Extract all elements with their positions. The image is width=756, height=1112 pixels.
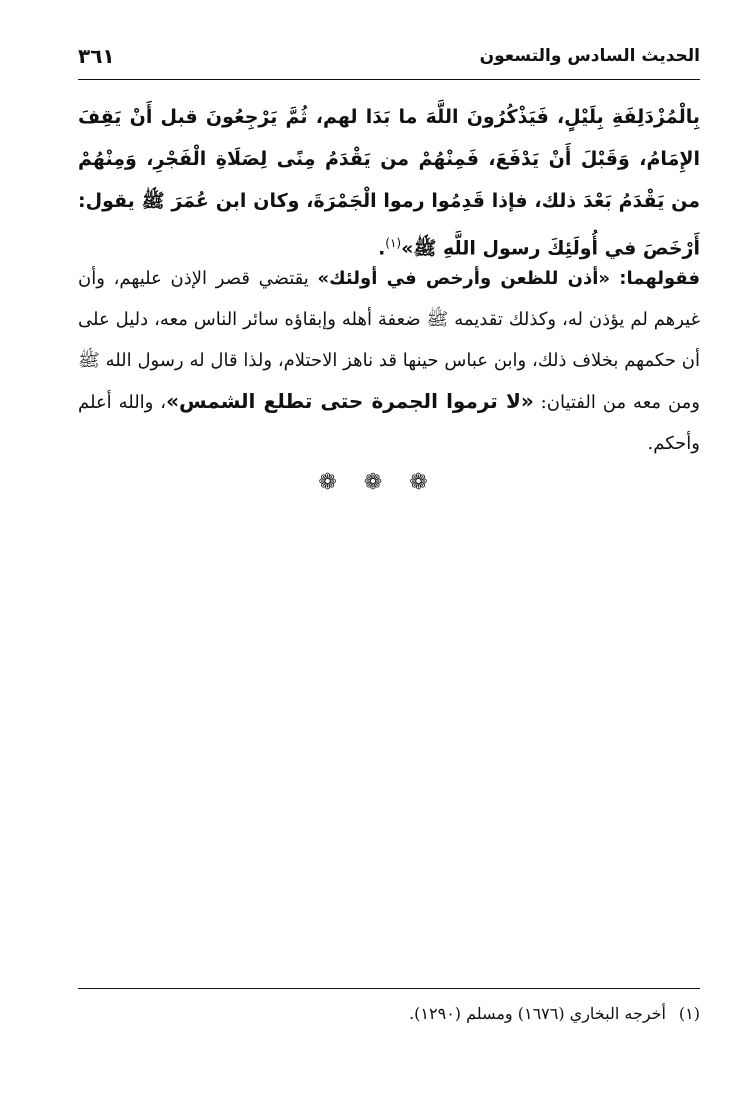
footnote-rule xyxy=(78,988,700,989)
running-title: الحديث السادس والتسعون xyxy=(479,46,700,66)
page-header xyxy=(78,42,700,78)
commentary-quote: «لا ترموا الجمرة حتى تطلع الشمس» xyxy=(166,389,534,413)
hadith-paragraph xyxy=(78,96,700,269)
page-number: ٣٦١ xyxy=(78,44,115,68)
commentary-lead: فقولهما: «أذن للظعن وأرخص في أولئك» xyxy=(317,268,700,289)
section-separator: ❁ ❁ ❁ xyxy=(318,470,438,495)
commentary-text-1: يقتضي قصر الإذن عليهم، وأن غيرهم لم يؤذن له، وكذلك تقديمه ﷺ ضعفة أهله وإبقاؤه سائر الناس معه، دليل على أن حكمهم بخلاف ذلك، وابن عباس حينها قد ناهز الاحتلام، ولذا قال له رسول الله ﷺ ومن معه من الفتيان: xyxy=(78,268,700,413)
commentary-paragraph xyxy=(78,258,700,464)
footnote xyxy=(78,1000,700,1028)
hadith-end: . xyxy=(378,237,386,260)
hadith-text: بِالْمُزْدَلِفَةِ بِلَيْلٍ، فَيَذْكُرُونَ اللَّهَ ما بَدَا لهم، ثُمَّ يَرْجِعُونَ قبل أَنْ يَقِفَ الإِمَامُ، وَقَبْلَ أَنْ يَدْفَعَ، فَمِنْهُمْ من يَقْدَمُ مِنًى لِصَلَاةِ الْفَجْرِ، وَمِنْهُمْ من يَقْدَمُ بَعْدَ ذلك، فإذا قَدِمُوا رموا الْجَمْرَةَ، وكان ابن عُمَرَ ﷺ يقول: أَرْخَصَ في أُولَئِكَ رسول اللَّهِ ﷺ» xyxy=(78,106,700,260)
footnote-text: أخرجه البخاري (١٦٧٦) ومسلم (١٢٩٠). xyxy=(409,1004,666,1023)
footnote-number: (١) xyxy=(678,1004,700,1023)
commentary-text-2: ، والله أعلم وأحكم. xyxy=(78,392,700,454)
footnote-marker: (١) xyxy=(385,236,402,250)
header-rule xyxy=(78,79,700,80)
